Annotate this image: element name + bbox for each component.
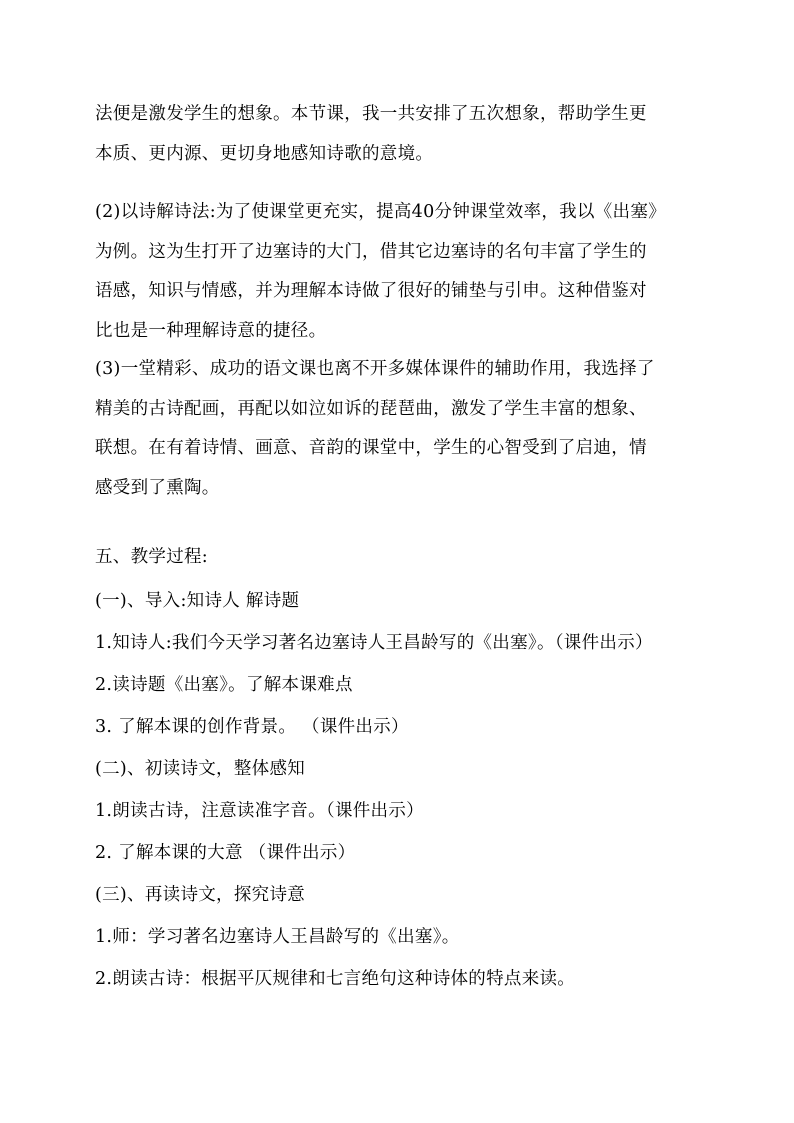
text-line: 法便是激发学生的想象。本节课，我一共安排了五次想象，帮助学生更 bbox=[95, 104, 647, 124]
list-item: 2.读诗题《出塞》。了解本课难点 bbox=[95, 675, 353, 695]
text-line: (2)以诗解诗法:为了使课堂更充实，提高40分钟课堂效率，我以《出塞》 bbox=[95, 202, 666, 222]
subsection-heading: (二)、初读诗文，整体感知 bbox=[95, 759, 306, 779]
section-heading: 五、教学过程: bbox=[95, 547, 208, 567]
text-line: 语感，知识与情感，并为理解本诗做了很好的铺垫与引申。这种借鉴对 bbox=[95, 281, 647, 301]
text-line: 为例。这为生打开了边塞诗的大门，借其它边塞诗的名句丰富了学生的 bbox=[95, 241, 647, 262]
list-item: 1.师：学习著名边塞诗人王昌龄写的《出塞》。 bbox=[95, 927, 460, 947]
text-line: 精美的古诗配画，再配以如泣如诉的琵琶曲，激发了学生丰富的想象、 bbox=[95, 398, 647, 419]
text-line: (3)一堂精彩、成功的语文课也离不开多媒体课件的辅助作用，我选择了 bbox=[95, 359, 655, 379]
text-line: 比也是一种理解诗意的捷径。 bbox=[95, 320, 327, 341]
paragraph-imagination bbox=[95, 95, 715, 174]
text-line: 本质、更内源、更切身地感知诗歌的意境。 bbox=[95, 143, 434, 164]
subsection-heading: (三)、再读诗文，探究诗意 bbox=[95, 885, 306, 905]
text-line: 联想。在有着诗情、画意、音韵的课堂中，学生的心智受到了启迪，情 bbox=[95, 438, 647, 458]
list-item: 1.朗读古诗，注意读准字音。（课件出示） bbox=[95, 801, 424, 821]
subsection-heading: (一)、导入:知诗人 解诗题 bbox=[95, 591, 300, 611]
list-item: 3. 了解本课的创作背景。 （课件出示） bbox=[95, 717, 409, 737]
list-item: 2.朗读古诗：根据平仄规律和七言绝句这种诗体的特点来读。 bbox=[95, 969, 576, 989]
list-item: 2. 了解本课的大意 （课件出示） bbox=[95, 843, 356, 863]
paragraph-multimedia bbox=[95, 350, 715, 508]
paragraph-poem-method bbox=[95, 193, 715, 351]
list-item: 1.知诗人:我们今天学习著名边塞诗人王昌龄写的《出塞》。（课件出示） bbox=[95, 633, 653, 653]
text-line: 感受到了熏陶。 bbox=[95, 477, 220, 498]
